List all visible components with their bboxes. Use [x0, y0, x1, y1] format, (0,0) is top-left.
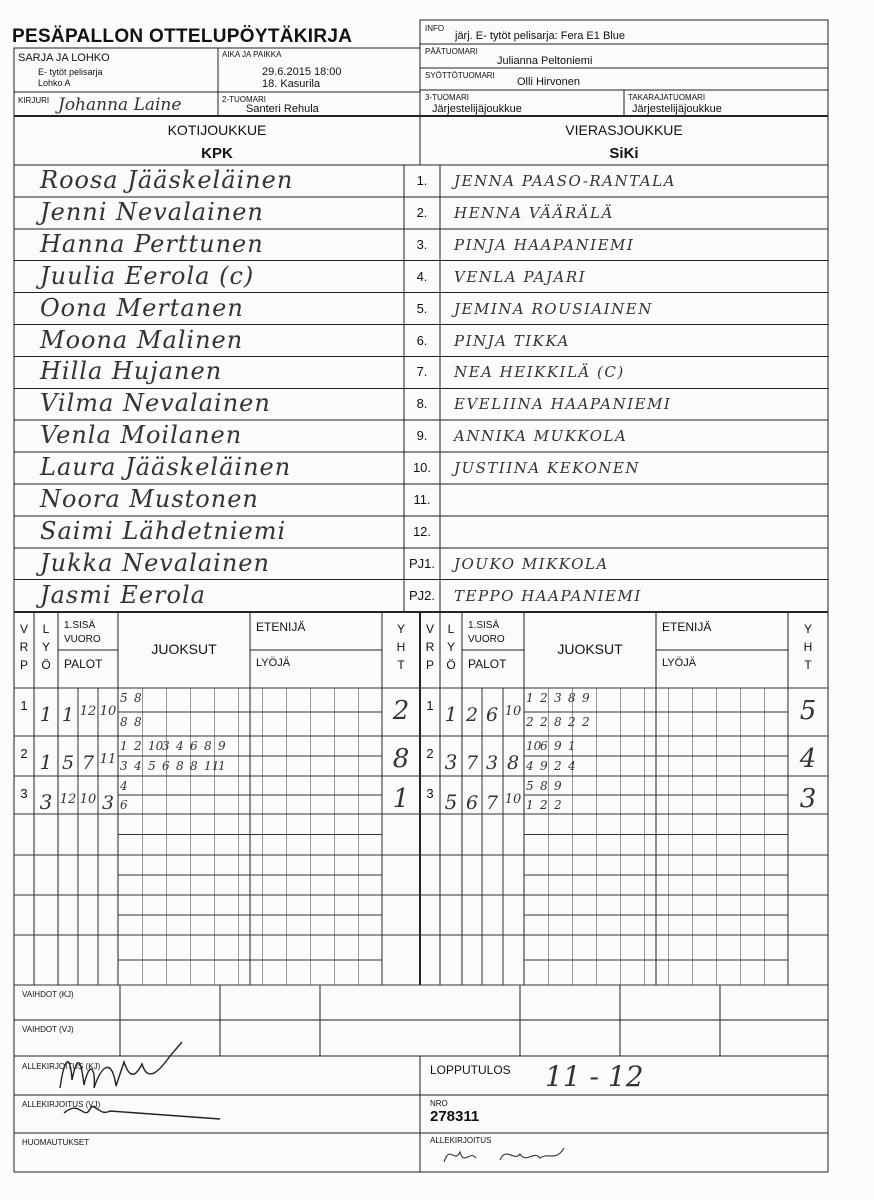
run-top-value: 8	[540, 779, 548, 793]
lopputulos-value: 11 - 12	[545, 1060, 644, 1093]
player-number: 12.	[412, 523, 432, 539]
run-bottom-value: 1	[218, 759, 226, 773]
run-bottom-value: 4	[568, 759, 576, 773]
run-bottom-value: 6	[120, 798, 128, 812]
inning-number: 1	[20, 698, 28, 713]
away-player-name: TEPPO HAAPANIEMI	[454, 586, 642, 605]
run-top-value: 9	[554, 739, 562, 753]
run-top-value: 6	[540, 739, 548, 753]
home-player-name: Jasmi Eerola	[40, 580, 206, 609]
run-bottom-value: 3	[120, 759, 128, 773]
palot-value: 10	[504, 792, 522, 807]
juoksut-header-away: JUOKSUT	[557, 641, 623, 657]
run-bottom-value: 8	[190, 759, 198, 773]
run-top-value: 3	[554, 691, 562, 705]
yht-value: 3	[799, 784, 817, 814]
home-player-name: Hilla Hujanen	[40, 357, 223, 386]
run-top-value: 5	[526, 779, 534, 793]
aika-value-1: 29.6.2015 18:00	[262, 66, 342, 78]
yht-header: Y H T	[396, 622, 406, 672]
home-player-name: Hanna Perttunen	[40, 229, 264, 258]
run-bottom-value: 2	[540, 715, 548, 729]
away-player-name: JUSTIINA KEKONEN	[454, 459, 640, 478]
run-top-value: 3	[162, 739, 170, 753]
etenija-header-away: ETENIJÄ	[662, 620, 712, 634]
paatuomari-value: Julianna Peltoniemi	[497, 55, 593, 67]
run-bottom-value: 5	[148, 759, 156, 773]
run-top-value: 8	[204, 739, 212, 753]
away-team-label: VIERASJOUKKUE	[565, 122, 683, 138]
inning-number-away: 2	[426, 746, 434, 761]
palot-value: 5	[61, 752, 75, 774]
run-top-value: 9	[582, 691, 590, 705]
run-bottom-value: 1	[526, 798, 534, 812]
run-bottom-value: 2	[554, 759, 562, 773]
nro-label: NRO	[430, 1099, 448, 1108]
palot-value: 10	[79, 792, 97, 807]
tuomari2-value: Santeri Rehula	[246, 103, 319, 115]
run-top-value: 8	[134, 691, 142, 705]
vuoro-header-away: VUORO	[468, 634, 505, 645]
sisa-header-away: 1.SISÄ	[468, 620, 500, 631]
run-bottom-value: 2	[540, 798, 548, 812]
sisa-header: 1.SISÄ	[64, 620, 96, 631]
palot-value: 6	[465, 792, 479, 814]
run-bottom-value: 8	[554, 715, 562, 729]
run-top-value: 4	[120, 779, 128, 793]
lyo-header-away: L Y Ö	[446, 622, 456, 672]
run-top-value: 2	[540, 691, 548, 705]
player-number: 7.	[416, 364, 428, 380]
player-number: PJ2.	[408, 587, 435, 603]
home-team-label: KOTIJOUKKUE	[167, 122, 267, 138]
allekirjoitus-label: ALLEKIRJOITUS	[430, 1136, 492, 1145]
run-bottom-value: 2	[526, 715, 534, 729]
home-player-name: Vilma Nevalainen	[40, 389, 271, 418]
palot-value: 10	[504, 704, 522, 719]
run-top-value: 8	[568, 691, 576, 705]
home-player-name: Oona Mertanen	[40, 293, 244, 322]
run-bottom-value: 2	[582, 715, 590, 729]
inning-number-away: 1	[426, 698, 434, 713]
palot-value: 3	[101, 792, 115, 814]
palot-value: 7	[485, 792, 499, 814]
away-player-name: JEMINA ROUSIAINEN	[454, 299, 653, 318]
tuomari3-value: Järjestelijäjoukkue	[432, 103, 522, 115]
run-top-value: 5	[120, 691, 128, 705]
run-top-value: 1	[526, 691, 534, 705]
inning-number: 3	[20, 786, 28, 801]
vrp-header: V R P	[19, 622, 29, 672]
run-bottom-value: 2	[568, 715, 576, 729]
lyo-value: 1	[39, 750, 53, 774]
player-number: 5.	[416, 300, 428, 316]
sarja-value-1: E- tytöt pelisarja	[38, 67, 103, 77]
home-team-name: KPK	[201, 145, 233, 162]
run-bottom-value: 9	[540, 759, 548, 773]
away-player-name: JOUKO MIKKOLA	[454, 554, 609, 573]
aika-value-2: 18. Kasurila	[262, 78, 321, 90]
lopputulos-label: LOPPUTULOS	[430, 1063, 511, 1077]
yht-value: 5	[799, 696, 817, 726]
player-number: 3.	[416, 236, 428, 252]
kirjuri-value: Johanna Laine	[58, 95, 182, 115]
run-top-value: 9	[554, 779, 562, 793]
away-player-name: EVELIINA HAAPANIEMI	[454, 395, 672, 414]
lyo-header: L Y Ö	[41, 622, 51, 672]
yht-header-away: Y H T	[803, 622, 813, 672]
run-bottom-value: 4	[134, 759, 142, 773]
palot-value: 10	[99, 704, 117, 719]
palot-header: PALOT	[64, 657, 103, 671]
run-top-value: 4	[176, 739, 184, 753]
player-number: 4.	[416, 268, 428, 284]
home-player-name: Jukka Nevalainen	[40, 548, 270, 577]
run-bottom-value: 4	[526, 759, 534, 773]
aika-label: AIKA JA PAIKKA	[222, 50, 282, 59]
vuoro-header: VUORO	[64, 634, 101, 645]
away-player-name: JENNA PAASO-RANTALA	[454, 172, 676, 190]
tuomari3-label: 3-TUOMARI	[425, 93, 469, 102]
run-bottom-value: 11	[204, 759, 220, 773]
vrp-header-away: V R P	[425, 622, 435, 672]
run-top-value: 10	[148, 739, 164, 753]
player-number: 2.	[416, 204, 428, 220]
sarja-value-2: Lohko A	[38, 78, 71, 88]
run-bottom-value: 8	[176, 759, 184, 773]
home-player-name: Juulia Eerola (c)	[40, 261, 255, 290]
lyo-value: 3	[444, 750, 458, 774]
away-player-name: PINJA TIKKA	[454, 331, 570, 350]
run-bottom-value: 8	[120, 715, 128, 729]
away-player-name: VENLA PAJARI	[454, 267, 587, 286]
takarajatuomari-label: TAKARAJATUOMARI	[628, 93, 706, 102]
player-number: PJ1.	[408, 555, 435, 571]
lyo-value: 1	[39, 702, 53, 726]
home-player-name: Roosa Jääskeläinen	[40, 166, 294, 194]
away-player-name: PINJA HAAPANIEMI	[454, 235, 635, 254]
vaihdot-vj-label: VAIHDOT (VJ)	[22, 1025, 74, 1034]
palot-value: 3	[485, 752, 499, 774]
yht-value: 2	[392, 696, 410, 726]
kirjuri-label: KIRJURI	[18, 96, 50, 105]
run-top-value: 10	[526, 739, 542, 753]
info-label: INFO	[425, 24, 445, 33]
yht-value: 1	[392, 784, 410, 814]
palot-value: 2	[465, 704, 479, 726]
syottotuomari-value: Olli Hirvonen	[517, 76, 580, 88]
run-bottom-value: 6	[162, 759, 170, 773]
palot-value: 11	[99, 752, 117, 767]
player-number: 11.	[413, 492, 431, 507]
syottotuomari-label: SYÖTTÖTUOMARI	[425, 71, 495, 80]
player-number: 8.	[416, 396, 428, 412]
nro-value: 278311	[430, 1108, 480, 1125]
run-top-value: 1	[568, 739, 576, 753]
player-number: 1.	[416, 173, 428, 188]
info-value: järj. E- tytöt pelisarja: Fera E1 Blue	[455, 30, 625, 42]
palot-value: 1	[61, 704, 75, 726]
palot-value: 8	[506, 752, 520, 774]
palot-value: 7	[81, 752, 95, 774]
palot-value: 6	[485, 704, 499, 726]
huomautukset-label: HUOMAUTUKSET	[22, 1138, 90, 1147]
run-top-value: 9	[218, 739, 226, 753]
away-player-name: ANNIKA MUKKOLA	[454, 427, 628, 446]
allekirjoitus-kj-label: ALLEKIRJOITUS (KJ)	[22, 1062, 101, 1071]
paatuomari-label: PÄÄTUOMARI	[425, 47, 478, 56]
away-player-name: NEA HEIKKILÄ (C)	[454, 363, 625, 382]
page-title: PESÄPALLON OTTELUPÖYTÄKIRJA	[12, 26, 353, 47]
run-top-value: 6	[190, 739, 198, 753]
inning-number: 2	[20, 746, 28, 761]
away-team-name: SiKi	[609, 145, 639, 162]
run-top-value: 2	[134, 739, 142, 753]
takarajatuomari-value: Järjestelijäjoukkue	[632, 103, 722, 115]
away-player-name: HENNA VÄÄRÄLÄ	[454, 203, 614, 222]
home-player-name: Venla Moilanen	[40, 421, 243, 450]
yht-value: 4	[799, 744, 817, 774]
sarja-label: SARJA JA LOHKO	[18, 52, 110, 64]
run-top-value: 1	[120, 739, 128, 753]
run-bottom-value: 8	[134, 715, 142, 729]
inning-number-away: 3	[426, 786, 434, 801]
palot-value: 12	[59, 792, 77, 807]
home-player-name: Laura Jääskeläinen	[40, 453, 292, 482]
lyo-value: 3	[39, 790, 53, 814]
player-number: 10.	[412, 460, 432, 476]
tuomari2-label: 2-TUOMARI	[222, 95, 266, 104]
home-player-name: Noora Mustonen	[40, 485, 259, 513]
vaihdot-kj-label: VAIHDOT (KJ)	[22, 990, 74, 999]
signature-kj	[50, 1030, 200, 1100]
signature-referee	[440, 1140, 580, 1170]
home-player-name: Saimi Lähdetniemi	[40, 516, 287, 545]
home-player-name: Jenni Nevalainen	[40, 197, 264, 226]
palot-value: 12	[79, 704, 97, 719]
lyoja-header-away: LYÖJÄ	[662, 657, 697, 669]
player-number: 6.	[416, 332, 428, 348]
palot-value: 7	[465, 752, 479, 774]
juoksut-header: JUOKSUT	[151, 641, 217, 657]
etenija-header: ETENIJÄ	[256, 620, 306, 634]
lyoja-header: LYÖJÄ	[256, 657, 291, 669]
player-number: 9.	[416, 428, 428, 444]
run-bottom-value: 2	[554, 798, 562, 812]
lyo-value: 5	[444, 790, 458, 814]
lyo-value: 1	[444, 702, 458, 726]
allekirjoitus-vj-label: ALLEKIRJOITUS (VJ)	[22, 1100, 101, 1109]
signature-vj	[60, 1095, 230, 1125]
palot-header-away: PALOT	[468, 657, 507, 671]
home-player-name: Moona Malinen	[40, 325, 244, 354]
yht-value: 8	[392, 744, 410, 774]
